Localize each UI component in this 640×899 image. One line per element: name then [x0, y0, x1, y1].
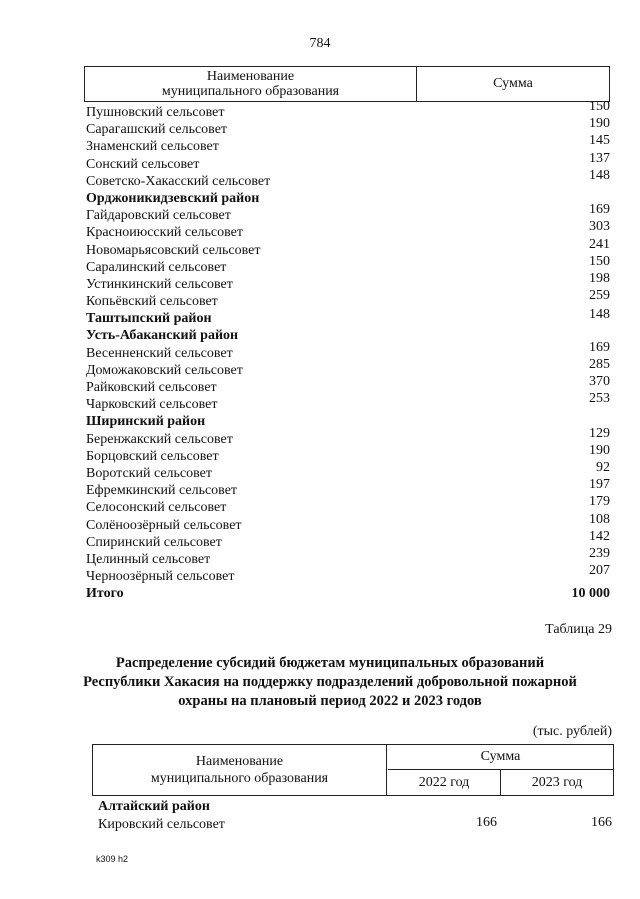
table-row: [86, 425, 610, 448]
table29-body: [98, 798, 612, 834]
table-row: [86, 288, 610, 310]
row-name: Новомарьясовский сельсовет: [86, 242, 261, 258]
row-name: Копьёвский сельсовет: [86, 294, 218, 310]
row-value: 150: [589, 99, 610, 114]
row-value: 190: [589, 116, 610, 132]
row-value: 253: [589, 391, 610, 407]
table-row: [86, 494, 610, 516]
title-line1: Распределение субсидий бюджетам муниципальных образований: [115, 655, 545, 671]
table-row: [86, 511, 610, 534]
row-name: Борцовский сельсовет: [86, 448, 219, 464]
row-name: Кировский сельсовет: [98, 817, 225, 832]
row-value: 197: [589, 477, 610, 493]
units-label: (тыс. рублей): [532, 724, 612, 739]
row-name: Воротский сельсовет: [86, 465, 212, 481]
table-row: [86, 219, 610, 241]
row-name: Сарагашский сельсовет: [86, 122, 228, 138]
row-value: 150: [589, 253, 610, 269]
district-row: [86, 307, 610, 327]
table-row: [86, 545, 610, 568]
table-row: [86, 133, 610, 155]
row-name: Солёноозёрный сельсовет: [86, 517, 242, 533]
table1-header-name-line1: Наименование: [206, 69, 295, 84]
district-name: Усть-Абаканский район: [86, 328, 239, 344]
row-value: 207: [589, 563, 610, 579]
district-row: [98, 798, 612, 816]
table-row: [86, 356, 610, 379]
row-value: 179: [589, 494, 610, 510]
row-value: 169: [589, 202, 610, 218]
table1-header-name-line2: муниципального образования: [161, 84, 340, 99]
row-name: Ефремкинский сельсовет: [86, 483, 238, 499]
table-row: [86, 270, 610, 293]
row-value: 145: [589, 133, 610, 149]
row-name: Саралинский сельсовет: [86, 259, 227, 275]
table29-header-name-line1: Наименование: [195, 754, 284, 769]
row-value: 370: [589, 374, 610, 389]
table-row: [86, 442, 610, 465]
total-row: [86, 585, 610, 602]
row-value: 198: [589, 270, 610, 286]
row-value: 129: [589, 425, 610, 441]
table1-header-sum: Сумма: [493, 76, 533, 91]
row-value: 190: [589, 442, 610, 458]
title-line2: Республики Хакасия на поддержку подразделений добровольной пожарной: [83, 674, 577, 690]
district-name: Алтайский район: [98, 799, 210, 814]
row-value: 142: [589, 528, 610, 544]
district-name: Орджоникидзевский район: [86, 190, 260, 206]
district-name: Ширинский район: [86, 414, 206, 430]
table-row: [86, 563, 610, 585]
row-name: Чарковский сельсовет: [86, 397, 218, 413]
table29-header-year-2022: 2022 год: [388, 770, 501, 795]
row-value: 169: [589, 339, 610, 355]
table29-header-name-line2: муниципального образования: [150, 771, 329, 786]
title-line3: охраны на плановый период 2022 и 2023 годов: [178, 693, 482, 709]
row-name: Черноозёрный сельсовет: [86, 569, 235, 585]
table29-header-name: [93, 745, 387, 795]
total-value: 10 000: [571, 586, 610, 602]
row-name: Райковский сельсовет: [86, 380, 217, 395]
table29-header: [92, 744, 614, 796]
table29-header-year-2023: 2023 год: [531, 775, 583, 790]
table-row: [98, 816, 612, 834]
table29-title: [80, 654, 580, 711]
district-name: Таштыпский район: [86, 311, 212, 327]
row-name: Доможаковский сельсовет: [86, 362, 243, 378]
row-name: Спиринский сельсовет: [86, 534, 222, 550]
row-value: 148: [589, 307, 610, 323]
value-2022: 166: [476, 815, 497, 830]
row-value: 241: [589, 236, 610, 252]
row-value: 92: [596, 459, 610, 475]
page-number: 784: [309, 36, 331, 51]
district-row: [86, 327, 610, 344]
row-name: Весенненский сельсовет: [86, 345, 233, 361]
table-row: [86, 116, 610, 138]
table-row: [86, 167, 610, 190]
row-name: Пушновский сельсовет: [86, 105, 225, 120]
table-row: [86, 253, 610, 276]
row-name: Устинкинский сельсовет: [86, 276, 233, 292]
row-name: Знаменский сельсовет: [86, 139, 219, 155]
table-row: [86, 374, 610, 396]
row-value: 108: [589, 511, 610, 527]
row-name: Беренжакский сельсовет: [86, 431, 233, 447]
table-row: [86, 339, 610, 362]
table-row: [86, 202, 610, 224]
table29-header-sum: Сумма: [388, 745, 613, 770]
row-value: 239: [589, 545, 610, 561]
table1-header-name: [85, 67, 417, 101]
row-name: Гайдаровский сельсовет: [86, 208, 231, 224]
row-name: Целинный сельсовет: [86, 551, 211, 567]
value-2023: 166: [591, 815, 612, 830]
table-row: [86, 99, 610, 121]
total-label: Итого: [86, 586, 124, 602]
district-row: [86, 190, 610, 207]
table-row: [86, 459, 610, 482]
row-value: 259: [589, 288, 610, 304]
table-row: [86, 528, 610, 551]
table-row: [86, 150, 610, 173]
table-row: [86, 236, 610, 259]
table1-body: [86, 99, 610, 602]
row-value: 303: [589, 219, 610, 235]
row-value: 285: [589, 356, 610, 372]
row-value: 148: [589, 167, 610, 183]
table-label: Таблица 29: [545, 622, 612, 637]
table-row: [86, 391, 610, 413]
table1-header: [84, 66, 610, 102]
row-name: Селосонский сельсовет: [86, 500, 227, 516]
footer-code: k309 h2: [96, 854, 129, 864]
district-row: [86, 413, 610, 430]
row-name: Красноиюсский сельсовет: [86, 225, 243, 241]
table-row: [86, 477, 610, 499]
row-name: Сонский сельсовет: [86, 156, 200, 172]
row-value: 137: [589, 150, 610, 166]
row-name: Советско-Хакасский сельсовет: [86, 173, 271, 189]
